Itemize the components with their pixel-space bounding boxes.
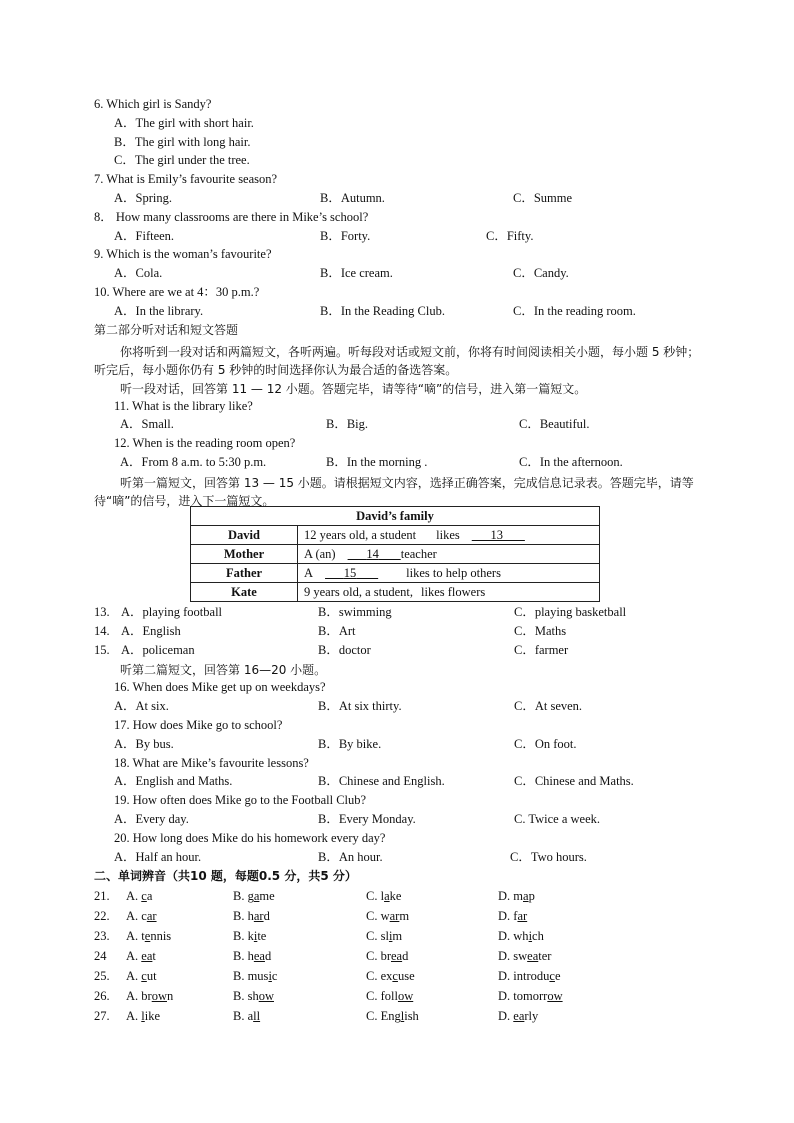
underlined-letters: e xyxy=(144,929,151,944)
question-number: 27. xyxy=(94,1009,110,1024)
family-member-info[interactable]: 12 years old, a student likes 13 xyxy=(298,526,600,545)
underlined-letters: ea xyxy=(527,949,539,964)
word-option[interactable]: B. game xyxy=(233,889,275,904)
question-stem: 9. Which is the woman’s favourite? xyxy=(94,247,272,262)
word-option[interactable]: A. car xyxy=(126,909,157,924)
answer-option: A．Spring. xyxy=(114,191,172,205)
family-member-name: Father xyxy=(191,564,298,583)
underlined-letters: c xyxy=(392,969,398,984)
underlined-letters: ea xyxy=(141,949,153,964)
table-row xyxy=(191,526,600,545)
question-stem: 8． How many classrooms are there in Mike’s school? xyxy=(94,209,369,224)
underlined-letters: ar xyxy=(146,909,157,924)
word-option[interactable]: C. excuse xyxy=(366,969,415,984)
answer-option: A．Every day. xyxy=(114,812,189,826)
word-option[interactable]: A. cut xyxy=(126,969,157,984)
table-row xyxy=(191,545,600,564)
word-option[interactable]: B. head xyxy=(233,949,272,964)
underlined-letters: ea xyxy=(253,949,265,964)
word-option[interactable]: C. follow xyxy=(366,989,414,1004)
underlined-letters: ow xyxy=(151,989,167,1004)
word-option[interactable]: D. which xyxy=(498,929,544,944)
underlined-letters: ea xyxy=(391,949,403,964)
instructions-paragraph: 你将听到一段对话和两篇短文，各听两遍。听每段对话或短文前，你将有时间阅读相关小题，每小题 5 秒钟；听完后，每小题你仍有 5 秒钟的时间选择你认为最合适的备选答案。 xyxy=(94,344,700,378)
answer-option: A．Cola. xyxy=(114,266,163,281)
word-option[interactable]: D. far xyxy=(498,909,528,924)
question-number: 23. xyxy=(94,929,110,944)
answer-option: A．Fifteen. xyxy=(114,228,175,243)
underlined-letters: i xyxy=(268,969,272,984)
answer-option: C．farmer xyxy=(514,642,569,657)
answer-option: A．English xyxy=(121,623,181,638)
word-option[interactable]: C. bread xyxy=(366,949,409,964)
answer-option: B．An hour. xyxy=(318,849,383,864)
question-number: 21. xyxy=(94,889,110,904)
answer-option: B．Art xyxy=(318,623,356,638)
question-number: 24 xyxy=(94,949,107,964)
answer-blank[interactable]: 13 xyxy=(490,528,503,542)
underlined-letters: c xyxy=(141,969,147,984)
answer-option: B．swimming xyxy=(318,605,392,619)
question-stem: 18. What are Mike’s favourite lessons? xyxy=(114,755,309,770)
word-option[interactable]: C. warm xyxy=(366,909,410,924)
answer-option: C．In the afternoon. xyxy=(519,455,623,469)
family-member-name: David xyxy=(191,526,298,545)
question-stem: 7. What is Emily’s favourite season? xyxy=(94,172,278,187)
answer-option: A．At six. xyxy=(114,699,169,714)
dialog-instruction: 听一段对话，回答第 11 — 12 小题。答题完毕，请等待“嘀”的信号，进入第一篇短文。 xyxy=(120,381,587,396)
family-member-info[interactable]: A 15 likes to help others xyxy=(298,564,600,583)
question-number: 15. xyxy=(94,642,110,657)
question-stem: 12. When is the reading room open? xyxy=(114,436,296,451)
question-number: 13. xyxy=(94,605,110,619)
underlined-letters: ll xyxy=(253,1009,261,1024)
question-stem: 10. Where are we at 4：30 p.m.? xyxy=(94,285,260,299)
family-member-info[interactable]: 9 years old, a student, likes flowers xyxy=(298,583,600,602)
answer-option: C．Maths xyxy=(514,623,567,638)
word-option[interactable]: D. sweater xyxy=(498,949,552,964)
underlined-letters: i xyxy=(253,929,258,944)
answer-option: C．In the reading room. xyxy=(513,303,636,318)
underlined-letters: a xyxy=(384,889,390,904)
answer-option: C．Chinese and Maths. xyxy=(514,774,634,789)
underlined-letters: c xyxy=(549,969,555,984)
underlined-letters: l xyxy=(400,1009,405,1024)
table-title: David’s family xyxy=(191,507,600,526)
answer-option: C．On foot. xyxy=(514,736,577,751)
question-stem: 20. How long does Mike do his homework every day? xyxy=(114,830,386,845)
underlined-letters: i xyxy=(388,929,393,944)
answer-blank[interactable]: 14 xyxy=(366,547,379,561)
family-member-name: Mother xyxy=(191,545,298,564)
question-stem: 19. How often does Mike go to the Football Club? xyxy=(114,793,367,808)
answer-option: A．playing football xyxy=(121,605,223,619)
family-member-info[interactable]: A (an) 14 teacher xyxy=(298,545,600,564)
answer-option: B．Ice cream. xyxy=(320,266,393,281)
answer-option: C. Twice a week. xyxy=(514,812,601,826)
underlined-letters: ar xyxy=(517,909,528,924)
word-option[interactable]: B. all xyxy=(233,1009,261,1024)
answer-blank[interactable]: 15 xyxy=(343,566,357,580)
word-option[interactable]: B. show xyxy=(233,989,274,1004)
underlined-letters: ar xyxy=(253,909,264,924)
word-option[interactable]: C. English xyxy=(366,1009,419,1024)
word-option[interactable]: A. eat xyxy=(126,949,156,964)
family-member-name: Kate xyxy=(191,583,298,602)
answer-option: A．The girl with short hair. xyxy=(114,115,254,130)
answer-option: B．Chinese and English. xyxy=(318,774,445,789)
question-stem: 11. What is the library like? xyxy=(114,398,253,413)
word-option[interactable]: C. slim xyxy=(366,929,403,944)
answer-option: A．Half an hour. xyxy=(114,849,202,864)
answer-option: C．Beautiful. xyxy=(519,417,590,432)
word-option[interactable]: D. introduce xyxy=(498,969,561,984)
word-option[interactable]: A. brown xyxy=(126,989,174,1004)
word-option[interactable]: B. kite xyxy=(233,929,267,944)
word-option[interactable]: B. hard xyxy=(233,909,270,924)
answer-option: B．In the Reading Club. xyxy=(320,303,445,318)
info-record-table xyxy=(190,506,600,602)
answer-option: A．In the library. xyxy=(114,303,204,318)
answer-option: A．Small. xyxy=(120,417,174,432)
underlined-letters: c xyxy=(141,889,147,904)
answer-option: C．Two hours. xyxy=(510,849,587,864)
word-option[interactable]: A. tennis xyxy=(126,929,172,944)
answer-option: A．By bus. xyxy=(114,736,174,751)
question-stem: 16. When does Mike get up on weekdays? xyxy=(114,680,326,695)
word-option[interactable]: C. lake xyxy=(366,889,402,904)
underlined-letters: ow xyxy=(547,989,563,1004)
table-row xyxy=(191,583,600,602)
answer-option: B．Big. xyxy=(326,417,369,432)
answer-option: C．Candy. xyxy=(513,266,569,281)
answer-option: C．Summe xyxy=(513,191,573,205)
passage1-instruction: 听第一篇短文，回答第 13 — 15 小题。请根据短文内容，选择正确答案，完成信息记录表。答题完毕，请等待“嘀”的信号，进入下一篇短文。 xyxy=(94,475,694,509)
word-option[interactable]: A. ca xyxy=(126,889,153,904)
question-number: 25. xyxy=(94,969,110,984)
word-option[interactable]: D. map xyxy=(498,889,535,904)
answer-option: B．The girl with long hair. xyxy=(114,134,251,149)
answer-option: C．Fifty. xyxy=(486,228,534,243)
question-number: 22. xyxy=(94,909,110,924)
word-option[interactable]: D. early xyxy=(498,1009,539,1024)
answer-option: C．The girl under the tree. xyxy=(114,153,250,168)
answer-option: C．At seven. xyxy=(514,699,583,714)
section-title: 二、单词辨音（共10 题，每题0.5 分，共5 分） xyxy=(94,869,357,884)
answer-option: B．In the morning . xyxy=(326,455,428,469)
question-number: 14. xyxy=(94,623,110,638)
underlined-letters: ow xyxy=(397,989,414,1004)
question-stem: 6. Which girl is Sandy? xyxy=(94,97,212,111)
answer-option: A．English and Maths. xyxy=(114,774,233,789)
word-option[interactable]: A. like xyxy=(126,1009,161,1024)
passage2-instruction: 听第二篇短文，回答第 16—20 小题。 xyxy=(120,663,327,678)
answer-option: B．By bike. xyxy=(318,736,382,751)
question-stem: 17. How does Mike go to school? xyxy=(114,718,283,732)
answer-option: B．Forty. xyxy=(320,228,371,243)
underlined-letters: a xyxy=(253,889,260,904)
underlined-letters: l xyxy=(141,1009,145,1024)
word-option[interactable]: D. tomorrow xyxy=(498,989,563,1004)
underlined-letters: ow xyxy=(258,989,274,1004)
answer-option: B．doctor xyxy=(318,642,371,657)
answer-option: A．From 8 a.m. to 5:30 p.m. xyxy=(120,455,267,469)
section-title: 第二部分听对话和短文答题 xyxy=(94,322,239,337)
underlined-letters: i xyxy=(528,929,533,944)
underlined-letters: a xyxy=(523,889,529,904)
answer-option: B．At six thirty. xyxy=(318,699,402,714)
underlined-letters: ea xyxy=(513,1009,525,1024)
answer-option: B．Every Monday. xyxy=(318,812,416,826)
answer-option: A．policeman xyxy=(121,642,195,657)
word-option[interactable]: B. music xyxy=(233,969,278,984)
answer-option: C．playing basketball xyxy=(514,605,627,619)
underlined-letters: ar xyxy=(389,909,400,924)
table-row xyxy=(191,564,600,583)
answer-option: B．Autumn. xyxy=(320,191,385,205)
question-number: 26. xyxy=(94,989,110,1004)
